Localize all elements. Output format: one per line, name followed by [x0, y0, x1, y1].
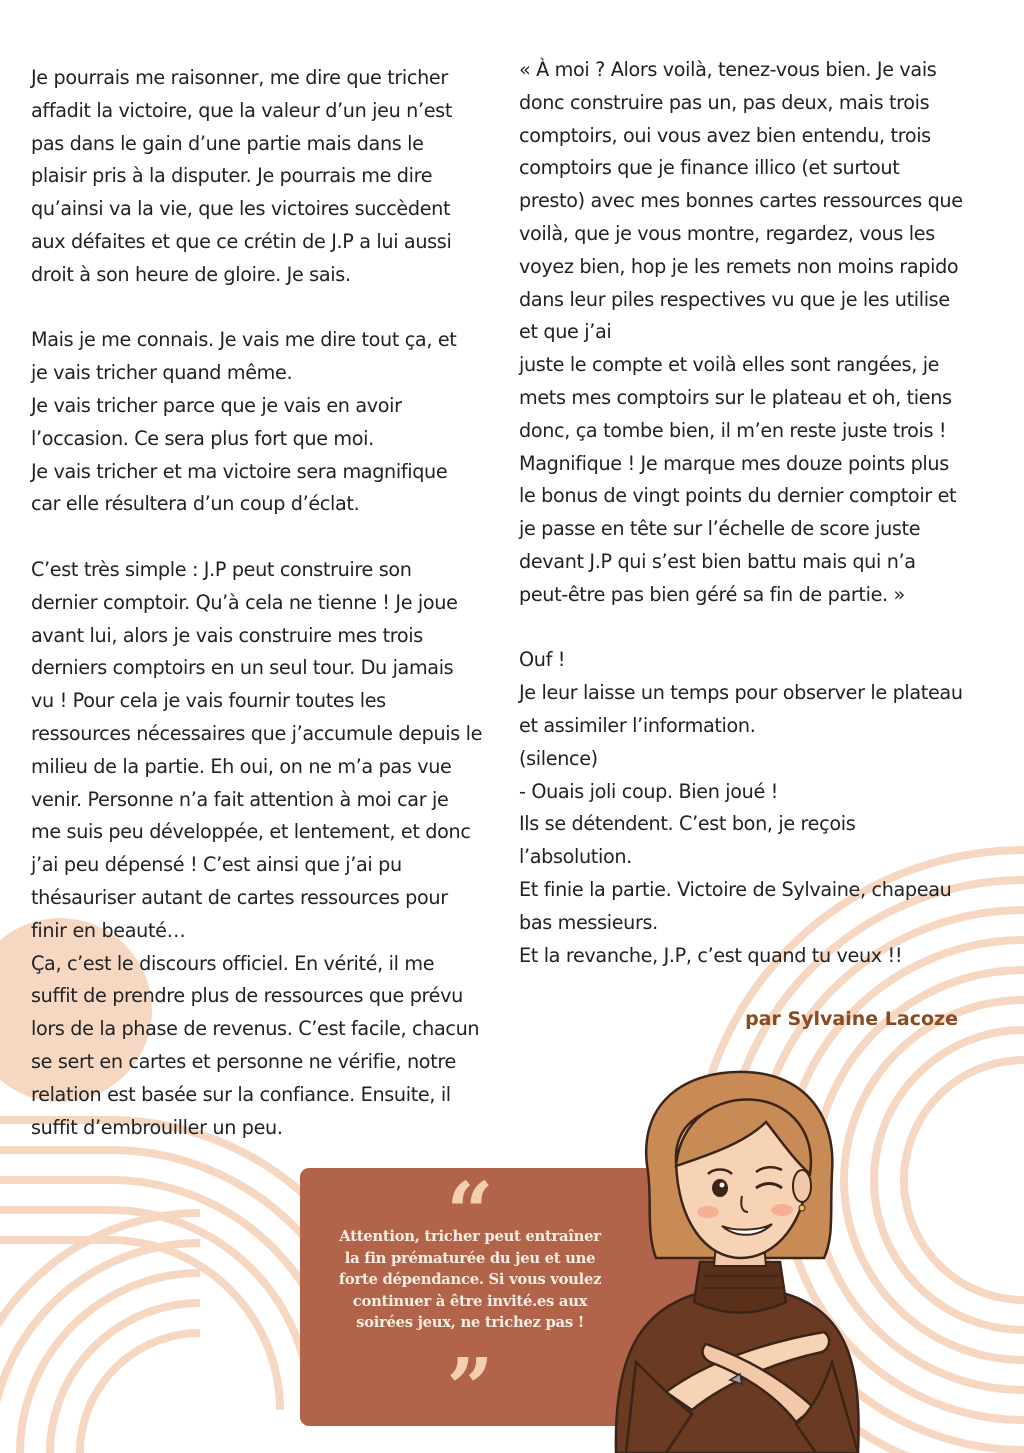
- text-line: bas messieurs.: [519, 910, 658, 934]
- text-line: vu ! Pour cela je vais fournir toutes les: [31, 689, 386, 713]
- text-line: Je leur laisse un temps pour observer le plateau: [519, 681, 963, 705]
- text-line: voyez bien, hop je les remets non moins rapido: [519, 254, 959, 278]
- paragraph: [31, 62, 501, 292]
- text-line: j’ai peu dépensé ! C’est ainsi que j’ai pu: [31, 853, 402, 877]
- text-line: Ça, c’est le discours officiel. En vérité, il me: [31, 951, 435, 975]
- text-line: pas dans le gain d’une partie mais dans le: [31, 131, 424, 155]
- text-line: Je vais tricher parce que je vais en avoir: [31, 393, 402, 417]
- quote-line: la fin prématurée du jeu et une: [344, 1249, 596, 1267]
- text-line: et que j’ai: [519, 320, 612, 344]
- text-line: Magnifique ! Je marque mes douze points plus: [519, 451, 949, 475]
- text-line: car elle résultera d’un coup d’éclat.: [31, 492, 360, 516]
- text-line: Ils se détendent. C’est bon, je reçois: [519, 812, 856, 836]
- left-text-column: [31, 62, 501, 1177]
- text-line: relation est basée sur la confiance. Ensuite, il: [31, 1082, 451, 1106]
- quote-text: [322, 1226, 618, 1334]
- text-line: je vais tricher quand même.: [31, 361, 293, 385]
- text-line: Et la revanche, J.P, c’est quand tu veux !!: [519, 943, 903, 967]
- text-line: qu’ainsi va la vie, que les victoires succèdent: [31, 197, 451, 221]
- text-line: Je vais tricher et ma victoire sera magnifique: [31, 459, 448, 483]
- text-line: mets mes comptoirs sur le plateau et oh, tiens: [519, 385, 952, 409]
- text-line: peut-être pas bien géré sa fin de partie. »: [519, 582, 905, 606]
- text-line: venir. Personne n’a fait attention à moi car je: [31, 787, 449, 811]
- paragraph: [519, 54, 994, 612]
- text-line: droit à son heure de gloire. Je sais.: [31, 262, 351, 286]
- text-line: (silence): [519, 746, 598, 770]
- right-text-column: [519, 54, 994, 1005]
- text-line: lors de la phase de revenus. C’est facile, chacun: [31, 1017, 480, 1041]
- text-line: dernier comptoir. Qu’à cela ne tienne ! Je joue: [31, 590, 458, 614]
- text-line: Ouf !: [519, 648, 566, 672]
- text-line: comptoirs, oui vous avez bien entendu, trois: [519, 123, 931, 147]
- text-line: me suis peu développée, et lentement, et donc: [31, 820, 471, 844]
- text-line: l’occasion. Ce sera plus fort que moi.: [31, 426, 374, 450]
- text-line: derniers comptoirs en un seul tour. Du jamais: [31, 656, 454, 680]
- text-line: ressources nécessaires que j’accumule depuis le: [31, 721, 483, 745]
- text-line: et assimiler l’information.: [519, 713, 756, 737]
- text-line: milieu de la partie. Eh oui, on ne m’a pas vue: [31, 754, 452, 778]
- author-portrait-illustration: [596, 1062, 882, 1453]
- text-line: donc, ça tombe bien, il m’en reste juste trois !: [519, 418, 947, 442]
- text-line: je passe en tête sur l’échelle de score juste: [519, 517, 921, 541]
- text-line: suffit d’embrouiller un peu.: [31, 1115, 283, 1139]
- text-line: presto) avec mes bonnes cartes ressources que: [519, 189, 963, 213]
- text-line: dans leur piles respectives vu que je les utilise: [519, 287, 950, 311]
- closing-quote-mark: ”: [446, 1341, 494, 1437]
- text-line: se sert en cartes et personne ne vérifie, notre: [31, 1049, 456, 1073]
- text-line: aux défaites et que ce crétin de J.P a lui aussi: [31, 229, 452, 253]
- paragraph: [519, 644, 994, 972]
- author-signature: par Sylvaine Lacoze: [745, 1008, 958, 1030]
- opening-quote-mark: “: [446, 1165, 494, 1261]
- text-line: devant J.P qui s’est bien battu mais qui n’a: [519, 549, 916, 573]
- text-line: Mais je me connais. Je vais me dire tout ça, et: [31, 328, 457, 352]
- text-line: donc construire pas un, pas deux, mais trois: [519, 90, 930, 114]
- text-line: le bonus de vingt points du dernier comptoir et: [519, 484, 957, 508]
- paragraph: [31, 324, 501, 521]
- text-line: l’absolution.: [519, 845, 632, 869]
- text-line: affadit la victoire, que la valeur d’un jeu n’est: [31, 98, 453, 122]
- text-line: Et finie la partie. Victoire de Sylvaine, chapeau: [519, 877, 952, 901]
- text-line: - Ouais joli coup. Bien joué !: [519, 779, 779, 803]
- text-line: Je pourrais me raisonner, me dire que tricher: [31, 66, 448, 89]
- text-line: suffit de prendre plus de ressources que prévu: [31, 984, 463, 1008]
- text-line: voilà, que je vous montre, regardez, vous les: [519, 221, 935, 245]
- text-line: avant lui, alors je vais construire mes trois: [31, 623, 423, 647]
- quote-line: forte dépendance. Si vous voulez: [338, 1271, 602, 1288]
- quote-line: soirées jeux, ne trichez pas !: [356, 1314, 584, 1331]
- text-line: thésauriser autant de cartes ressources pour: [31, 885, 448, 909]
- text-line: plaisir pris à la disputer. Je pourrais me dire: [31, 164, 433, 188]
- text-line: comptoirs que je finance illico (et surtout: [519, 156, 900, 180]
- quote-line: Attention, tricher peut entraîner: [339, 1228, 601, 1245]
- text-line: finir en beauté…: [31, 918, 186, 942]
- text-line: C’est très simple : J.P peut construire son: [31, 557, 412, 581]
- text-line: « À moi ? Alors voilà, tenez-vous bien. Je vais: [519, 58, 937, 81]
- quote-line: continuer à être invité.es aux: [352, 1292, 588, 1310]
- paragraph: [31, 554, 501, 1144]
- text-line: juste le compte et voilà elles sont rangées, je: [519, 353, 940, 377]
